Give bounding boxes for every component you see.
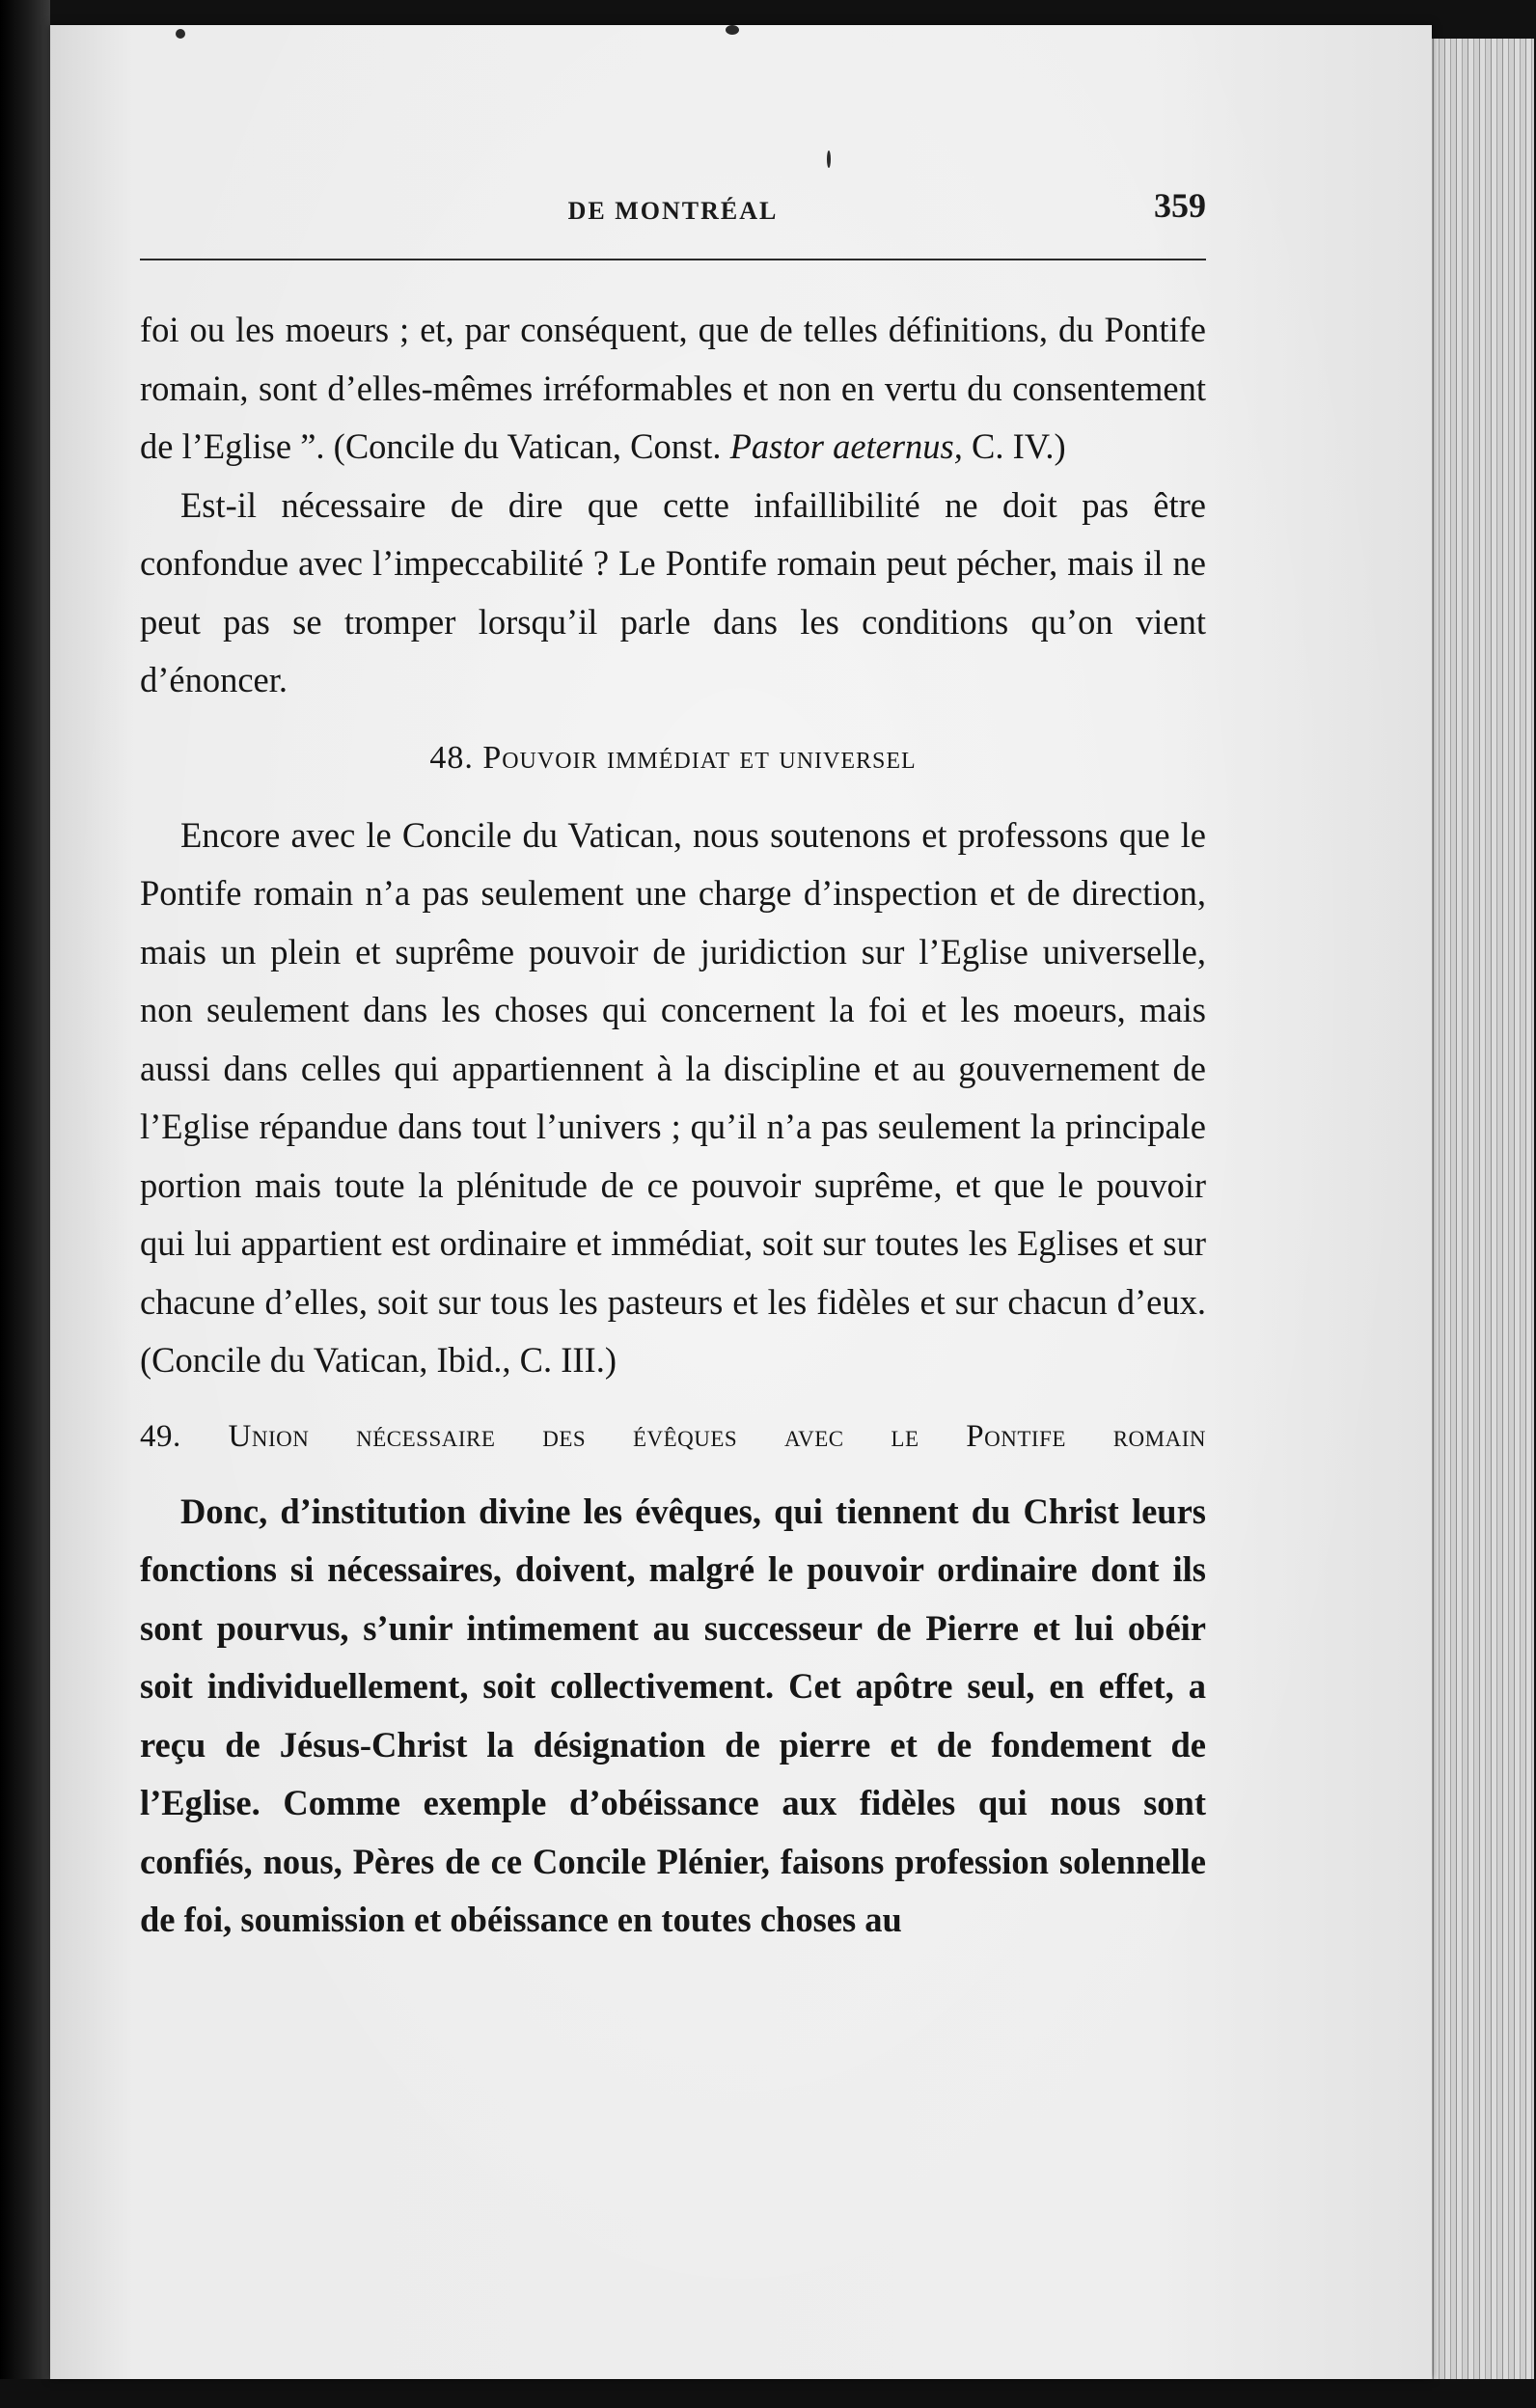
italic-title: Pastor aeternus,	[729, 426, 963, 466]
bottom-edge	[0, 2379, 1536, 2408]
speck-mark	[827, 150, 831, 168]
section-heading-48: 48. Pouvoir immédiat et universel	[429, 739, 917, 776]
section-heading-49: 49. Union nécessaire des évêques avec le Pontife romain	[140, 1418, 1206, 1454]
header-rule	[140, 259, 1206, 260]
body-text	[140, 301, 1206, 1950]
running-title: DE MONTRÉAL	[567, 197, 779, 225]
speck-mark	[726, 25, 739, 35]
paragraph-text: foi ou les moeurs ; et, par conséquent, que de telles définitions, du Pontife romain, sont d’elles-mêmes irréformables et non en vertu du consentement de l’Eglise ”. (Concile du Vatican, Const.	[140, 310, 1206, 466]
page-number: 359	[1154, 186, 1206, 225]
paragraph-text: C. IV.)	[962, 426, 1066, 466]
paragraph-infallibility: Est-il nécessaire de dire que cette infaillibilité ne doit pas être confondue avec l’impeccabilité ? Le Pontife romain peut pécher, mais il ne peut pas se tromper lorsqu’il parle dans les conditions qu’on vient d’énoncer.	[140, 484, 1206, 699]
paragraph-union-bishops: Donc, d’institution divine les évêques, qui tiennent du Christ leurs fonctions si nécessaires, doivent, malgré le pouvoir ordinaire dont ils sont pourvus, s’unir intimement au successeur de Pierre et lui obéir soit individuellement, soit collectivement. Cet apôtre seul, en effet, a reçu de Jésus-Christ la désignation de pierre et de fondement de l’Eglise. Comme exemple d’obéissance aux fidèles qui nous sont confiés, nous, Pères de ce Concile Plénier, faisons profession solennelle de foi, soumission et obéissance en toutes choses au	[140, 1491, 1206, 1939]
page-stack-edge	[1426, 39, 1534, 2383]
left-page-edge	[0, 0, 50, 2408]
speck-mark	[176, 29, 185, 39]
paragraph-immediate-power: Encore avec le Concile du Vatican, nous soutenons et professons que le Pontife romain n’a pas seulement une charge d’inspection et de direction, mais un plein et suprême pouvoir de juridiction sur l’Eglise universelle, non seulement dans les choses qui concernent la foi et les moeurs, mais aussi dans celles qui appartiennent à la discipline et au gouvernement de l’Eglise répandue dans tout l’univers ; qu’il n’a pas seulement la principale portion mais toute la plénitude de ce pouvoir suprême, et que le pouvoir qui lui appartient est ordinaire et immédiat, soit sur toutes les Eglises et sur chacune d’elles, soit sur tous les pasteurs et les fidèles et sur chacun d’eux. (Concile du Vatican, Ibid., C. III.)	[140, 814, 1206, 1380]
paragraph-continuation	[140, 301, 1206, 477]
running-head	[140, 183, 1206, 230]
